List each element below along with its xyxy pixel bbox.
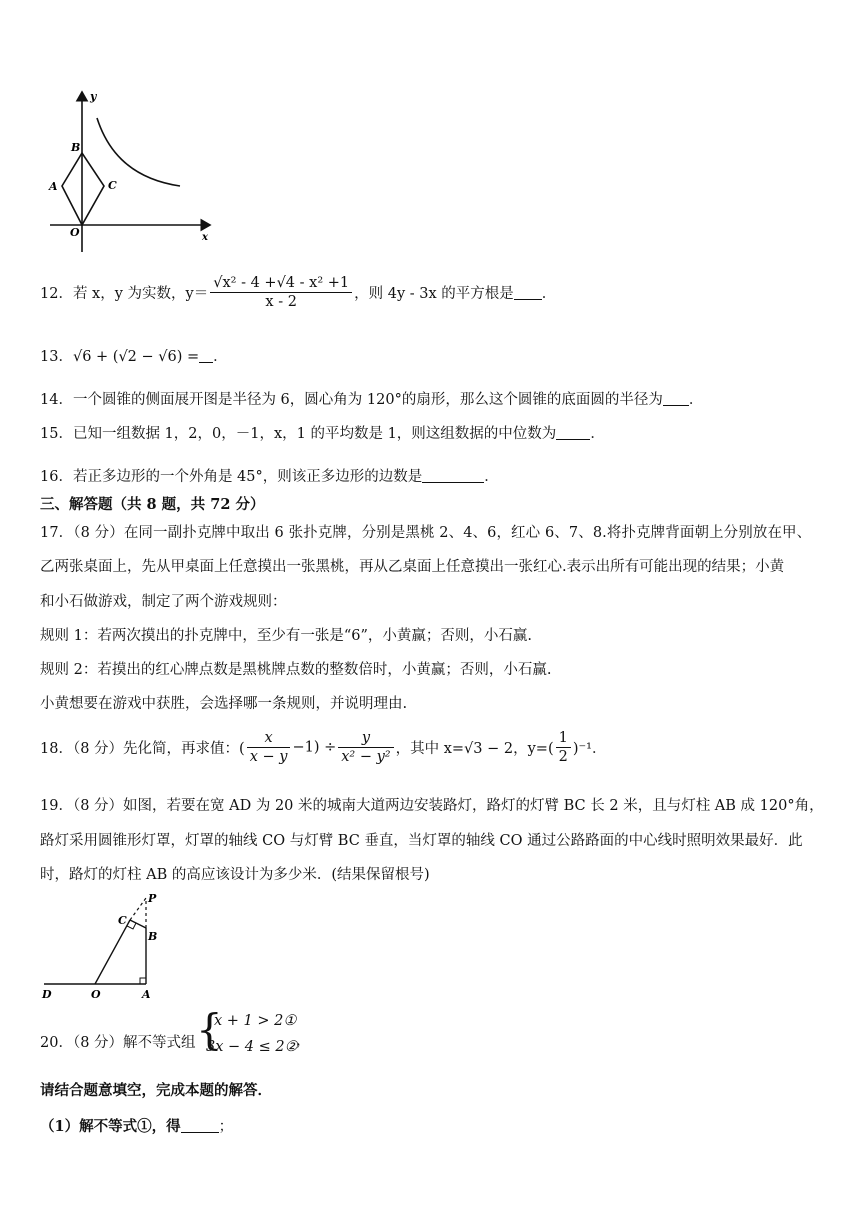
q19-line2: 路灯采用圆锥形灯罩，灯罩的轴线 CO 与灯臂 BC 垂直，当灯罩的轴线 CO 通过公路路面的中心线时照明效果最好．此 [40, 833, 803, 849]
q12-numerator: √x² - 4 +√4 - x² +1 [210, 275, 352, 293]
q17-question: 小黄想要在游戏中获胜，会选择哪一条规则，并说明理由. [40, 696, 408, 712]
q18-fraction-3 [556, 730, 571, 765]
q12-end: ． [541, 286, 557, 302]
question-13 [40, 345, 228, 366]
q17-line3: 和小石做游戏，制定了两个游戏规则： [40, 594, 287, 610]
q17-rule2: 规则 2：若摸出的红心牌点数是黑桃牌点数的整数倍时，小黄赢；否则，小石赢. [40, 662, 552, 678]
point-a-label: A [49, 180, 58, 193]
q18-f2-denominator: x² − y² [341, 749, 391, 765]
q12-denominator: x - 2 [265, 294, 297, 310]
q12-text1: 12．若 x，y 为实数，y＝ [40, 286, 209, 302]
point-b-label: B [71, 141, 81, 154]
q20-instruction: 请结合题意填空，完成本题的解答． [40, 1082, 272, 1099]
hyperbola-curve [97, 118, 180, 186]
label-p: P [148, 892, 157, 905]
q20-prompt: 20．（8 分）解不等式组 [40, 1035, 196, 1051]
question-14 [40, 388, 703, 409]
q18-f2-numerator: y [338, 730, 393, 748]
label-o: O [91, 988, 101, 1001]
y-axis-label: y [90, 90, 97, 103]
q20-part1-end: ； [218, 1119, 234, 1135]
q14-answer-blank[interactable] [663, 391, 689, 406]
question-12 [40, 275, 556, 310]
q16-end: ． [484, 469, 499, 485]
label-a: A [142, 988, 151, 1001]
arm-bc [130, 920, 146, 928]
axis-oc [95, 920, 130, 984]
right-angle-mark-a [140, 978, 146, 984]
q14-text: 14．一个圆锥的侧面展开图是半径为 6，圆心角为 120°的扇形，那么这个圆锥的底面圆的半径为 [40, 392, 663, 408]
q18-minus: −1) ÷ [292, 739, 337, 756]
q20-part1 [40, 1115, 233, 1136]
function-graph-figure [40, 86, 220, 256]
q13-end: ． [213, 349, 228, 365]
q20-part1-answer-blank[interactable] [181, 1118, 219, 1133]
q13-expression: √6 + (√2 − √6) = [72, 349, 200, 365]
q18-f1-numerator: x [247, 730, 291, 748]
question-18 [40, 730, 606, 765]
question-16 [40, 465, 499, 486]
q20-inequality-2: 3x − 4 ≤ 2② [206, 1039, 298, 1055]
q14-end: ． [688, 392, 704, 408]
question-15 [40, 422, 605, 443]
q17-line2: 乙两张桌面上，先从甲桌面上任意摸出一张黑桃，再从乙桌面上任意摸出一张红心.表示出所有可能出现的结果；小黄 [40, 559, 785, 575]
q18-text2: ，其中 x=√3 − 2，y=( [395, 741, 554, 757]
q19-line1: 19．（8 分）如图，若要在宽 AD 为 20 米的城南大道两边安装路灯，路灯的灯臂 BC 长 2 米，且与灯柱 AB 成 120°角， [40, 798, 824, 814]
q15-answer-blank[interactable] [556, 425, 590, 440]
q20-brace: { [196, 1005, 223, 1054]
origin-label: O [70, 226, 80, 239]
point-c-label: C [108, 179, 117, 192]
q17-line1: 17．（8 分）在同一副扑克牌中取出 6 张扑克牌，分别是黑桃 2、4、6，红心 6、7、8.将扑克牌背面朝上分别放在甲、 [40, 525, 812, 541]
q17-rule1: 规则 1：若两次摸出的扑克牌中，至少有一张是“6”，小黄赢；否则，小石赢. [40, 628, 532, 644]
q20-inequality-1: x + 1 > 2① [214, 1013, 297, 1029]
q16-answer-blank[interactable] [422, 468, 484, 483]
q18-text1: 18．（8 分）先化简，再求值：( [40, 741, 245, 757]
q18-f3-denominator: 2 [558, 749, 568, 765]
extension-cp [130, 898, 146, 920]
q12-text2: ，则 4y - 3x 的平方根是 [354, 286, 514, 302]
q20-comma: ， [296, 1033, 311, 1049]
q18-text3: )⁻¹． [572, 741, 607, 757]
q13-number: 13． [40, 349, 73, 365]
street-lamp-figure [38, 890, 168, 1002]
label-c: C [118, 914, 127, 927]
q15-text: 15．已知一组数据 1，2，0，－1，x，1 的平均数是 1，则这组数据的中位数为 [40, 426, 557, 442]
q18-f1-denominator: x − y [249, 749, 288, 765]
section-3-heading: 三、解答题（共 8 题，共 72 分） [40, 496, 265, 513]
q18-f3-numerator: 1 [556, 730, 571, 748]
q18-fraction-1 [247, 730, 291, 765]
q19-line3: 时，路灯的灯柱 AB 的高应该设计为多少米．(结果保留根号) [40, 867, 430, 883]
q12-fraction [210, 275, 352, 310]
rhombus-oabc [62, 153, 104, 225]
q12-answer-blank[interactable] [514, 285, 542, 300]
q15-end: ． [590, 426, 605, 442]
q13-answer-blank[interactable] [199, 348, 213, 363]
q20-part1-text: （1）解不等式①，得 [40, 1118, 181, 1135]
label-d: D [42, 988, 52, 1001]
q16-text: 16．若正多边形的一个外角是 45°，则该正多边形的边数是 [40, 469, 423, 485]
q18-fraction-2 [338, 730, 393, 765]
label-b: B [148, 930, 158, 943]
x-axis-label: x [202, 232, 208, 243]
